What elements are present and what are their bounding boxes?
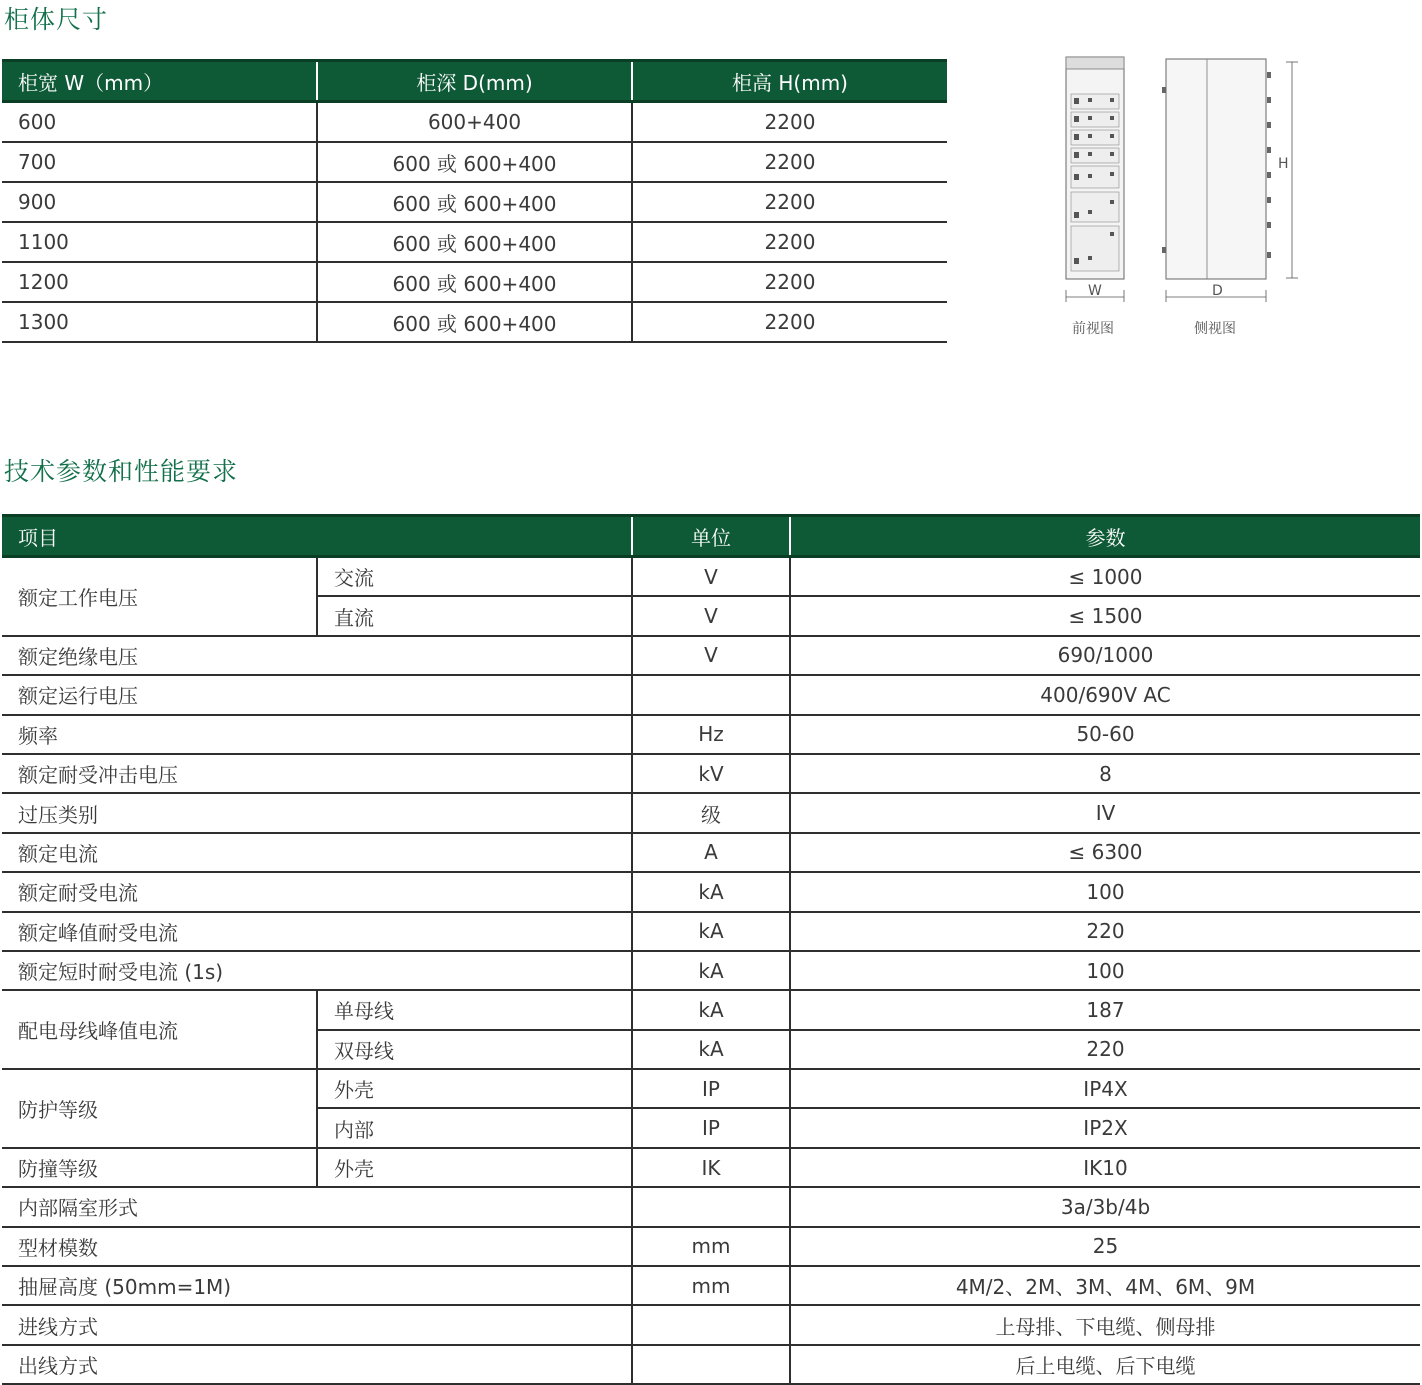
sub-item-cell: 直流 xyxy=(317,596,632,635)
header-height: 柜高 H(mm) xyxy=(632,61,947,102)
dimensions-table xyxy=(2,59,947,343)
depth-cell: 600 或 600+400 xyxy=(317,222,632,262)
header-depth: 柜深 D(mm) xyxy=(317,61,632,102)
table-row xyxy=(2,636,1420,675)
item-cell: 防护等级 xyxy=(2,1069,317,1148)
unit-cell: kA xyxy=(632,1030,790,1069)
cabinet-outline-icon xyxy=(1058,52,1308,352)
tech-params-title: 技术参数和性能要求 xyxy=(4,457,239,486)
height-cell: 2200 xyxy=(632,102,947,143)
item-cell: 抽屉高度 (50mm=1M) xyxy=(2,1266,632,1305)
depth-cell: 600 或 600+400 xyxy=(317,182,632,222)
sub-item-cell: 外壳 xyxy=(317,1148,632,1187)
item-cell: 频率 xyxy=(2,715,632,754)
height-cell: 2200 xyxy=(632,142,947,182)
table-row xyxy=(2,1069,1420,1108)
unit-cell xyxy=(632,1187,790,1226)
value-cell: 220 xyxy=(790,1030,1420,1069)
width-cell: 1100 xyxy=(2,222,317,262)
item-cell: 配电母线峰值电流 xyxy=(2,990,317,1069)
sub-item-cell: 单母线 xyxy=(317,990,632,1029)
width-cell: 900 xyxy=(2,182,317,222)
width-dimension-label: W xyxy=(1088,283,1102,299)
table-row xyxy=(2,102,947,143)
unit-cell xyxy=(632,1345,790,1384)
value-cell: 4M/2、2M、3M、4M、6M、9M xyxy=(790,1266,1420,1305)
value-cell: 50-60 xyxy=(790,715,1420,754)
header-width: 柜宽 W（mm） xyxy=(2,61,317,102)
side-view-caption: 侧视图 xyxy=(1194,321,1236,337)
unit-cell: IP xyxy=(632,1069,790,1108)
value-cell: 220 xyxy=(790,912,1420,951)
value-cell: IK10 xyxy=(790,1148,1420,1187)
table-row xyxy=(2,1305,1420,1344)
value-cell: 3a/3b/4b xyxy=(790,1187,1420,1226)
depth-cell: 600 或 600+400 xyxy=(317,302,632,342)
value-cell: IP2X xyxy=(790,1108,1420,1147)
table-row xyxy=(2,912,1420,951)
unit-cell: V xyxy=(632,557,790,597)
unit-cell: IK xyxy=(632,1148,790,1187)
table-row xyxy=(2,951,1420,990)
table-row xyxy=(2,833,1420,872)
unit-cell xyxy=(632,1305,790,1344)
unit-cell: kA xyxy=(632,872,790,911)
table-row xyxy=(2,1266,1420,1305)
table-row xyxy=(2,262,947,302)
value-cell: 690/1000 xyxy=(790,636,1420,675)
header-value: 参数 xyxy=(790,516,1420,557)
item-cell: 额定峰值耐受电流 xyxy=(2,912,632,951)
item-cell: 额定短时耐受电流 (1s) xyxy=(2,951,632,990)
value-cell: 100 xyxy=(790,872,1420,911)
item-cell: 额定电流 xyxy=(2,833,632,872)
unit-cell: V xyxy=(632,596,790,635)
unit-cell: 级 xyxy=(632,793,790,832)
value-cell: ≤ 6300 xyxy=(790,833,1420,872)
item-cell: 额定运行电压 xyxy=(2,675,632,714)
item-cell: 内部隔室形式 xyxy=(2,1187,632,1226)
item-cell: 防撞等级 xyxy=(2,1148,317,1187)
value-cell: 400/690V AC xyxy=(790,675,1420,714)
value-cell: 8 xyxy=(790,754,1420,793)
table-row xyxy=(2,1345,1420,1384)
depth-cell: 600+400 xyxy=(317,102,632,143)
unit-cell: mm xyxy=(632,1227,790,1266)
table-row xyxy=(2,1227,1420,1266)
depth-cell: 600 或 600+400 xyxy=(317,142,632,182)
item-cell: 进线方式 xyxy=(2,1305,632,1344)
height-cell: 2200 xyxy=(632,302,947,342)
table-row xyxy=(2,1187,1420,1226)
value-cell: IP4X xyxy=(790,1069,1420,1108)
tech-params-table xyxy=(2,514,1420,1385)
width-cell: 1200 xyxy=(2,262,317,302)
value-cell: 后上电缆、后下电缆 xyxy=(790,1345,1420,1384)
width-cell: 700 xyxy=(2,142,317,182)
depth-dimension-label: D xyxy=(1212,283,1223,299)
height-cell: 2200 xyxy=(632,222,947,262)
height-cell: 2200 xyxy=(632,262,947,302)
depth-cell: 600 或 600+400 xyxy=(317,262,632,302)
value-cell: 100 xyxy=(790,951,1420,990)
table-row xyxy=(2,302,947,342)
value-cell: IV xyxy=(790,793,1420,832)
value-cell: 187 xyxy=(790,990,1420,1029)
unit-cell: V xyxy=(632,636,790,675)
height-cell: 2200 xyxy=(632,182,947,222)
dimensions-header-row xyxy=(2,61,947,102)
value-cell: ≤ 1500 xyxy=(790,596,1420,635)
table-row xyxy=(2,872,1420,911)
unit-cell: kA xyxy=(632,990,790,1029)
item-cell: 过压类别 xyxy=(2,793,632,832)
cabinet-drawing xyxy=(1058,52,1308,352)
item-cell: 出线方式 xyxy=(2,1345,632,1384)
value-cell: 25 xyxy=(790,1227,1420,1266)
table-row xyxy=(2,990,1420,1029)
unit-cell: kV xyxy=(632,754,790,793)
item-cell: 额定绝缘电压 xyxy=(2,636,632,675)
unit-cell: Hz xyxy=(632,715,790,754)
table-row xyxy=(2,715,1420,754)
table-row xyxy=(2,1148,1420,1187)
table-row xyxy=(2,793,1420,832)
unit-cell: kA xyxy=(632,951,790,990)
unit-cell: mm xyxy=(632,1266,790,1305)
width-cell: 600 xyxy=(2,102,317,143)
dimensions-title: 柜体尺寸 xyxy=(4,5,109,34)
item-cell: 额定耐受冲击电压 xyxy=(2,754,632,793)
value-cell: 上母排、下电缆、侧母排 xyxy=(790,1305,1420,1344)
sub-item-cell: 外壳 xyxy=(317,1069,632,1108)
unit-cell: A xyxy=(632,833,790,872)
table-row xyxy=(2,222,947,262)
width-cell: 1300 xyxy=(2,302,317,342)
table-row xyxy=(2,557,1420,597)
table-row xyxy=(2,182,947,222)
front-view-caption: 前视图 xyxy=(1072,321,1114,337)
header-item: 项目 xyxy=(2,516,632,557)
item-cell: 额定耐受电流 xyxy=(2,872,632,911)
table-row xyxy=(2,675,1420,714)
unit-cell xyxy=(632,675,790,714)
value-cell: ≤ 1000 xyxy=(790,557,1420,597)
item-cell: 型材模数 xyxy=(2,1227,632,1266)
sub-item-cell: 交流 xyxy=(317,557,632,597)
unit-cell: IP xyxy=(632,1108,790,1147)
header-unit: 单位 xyxy=(632,516,790,557)
sub-item-cell: 双母线 xyxy=(317,1030,632,1069)
item-cell: 额定工作电压 xyxy=(2,557,317,636)
unit-cell: kA xyxy=(632,912,790,951)
tech-header-row xyxy=(2,516,1420,557)
height-dimension-label: H xyxy=(1278,156,1289,172)
sub-item-cell: 内部 xyxy=(317,1108,632,1147)
table-row xyxy=(2,142,947,182)
table-row xyxy=(2,754,1420,793)
